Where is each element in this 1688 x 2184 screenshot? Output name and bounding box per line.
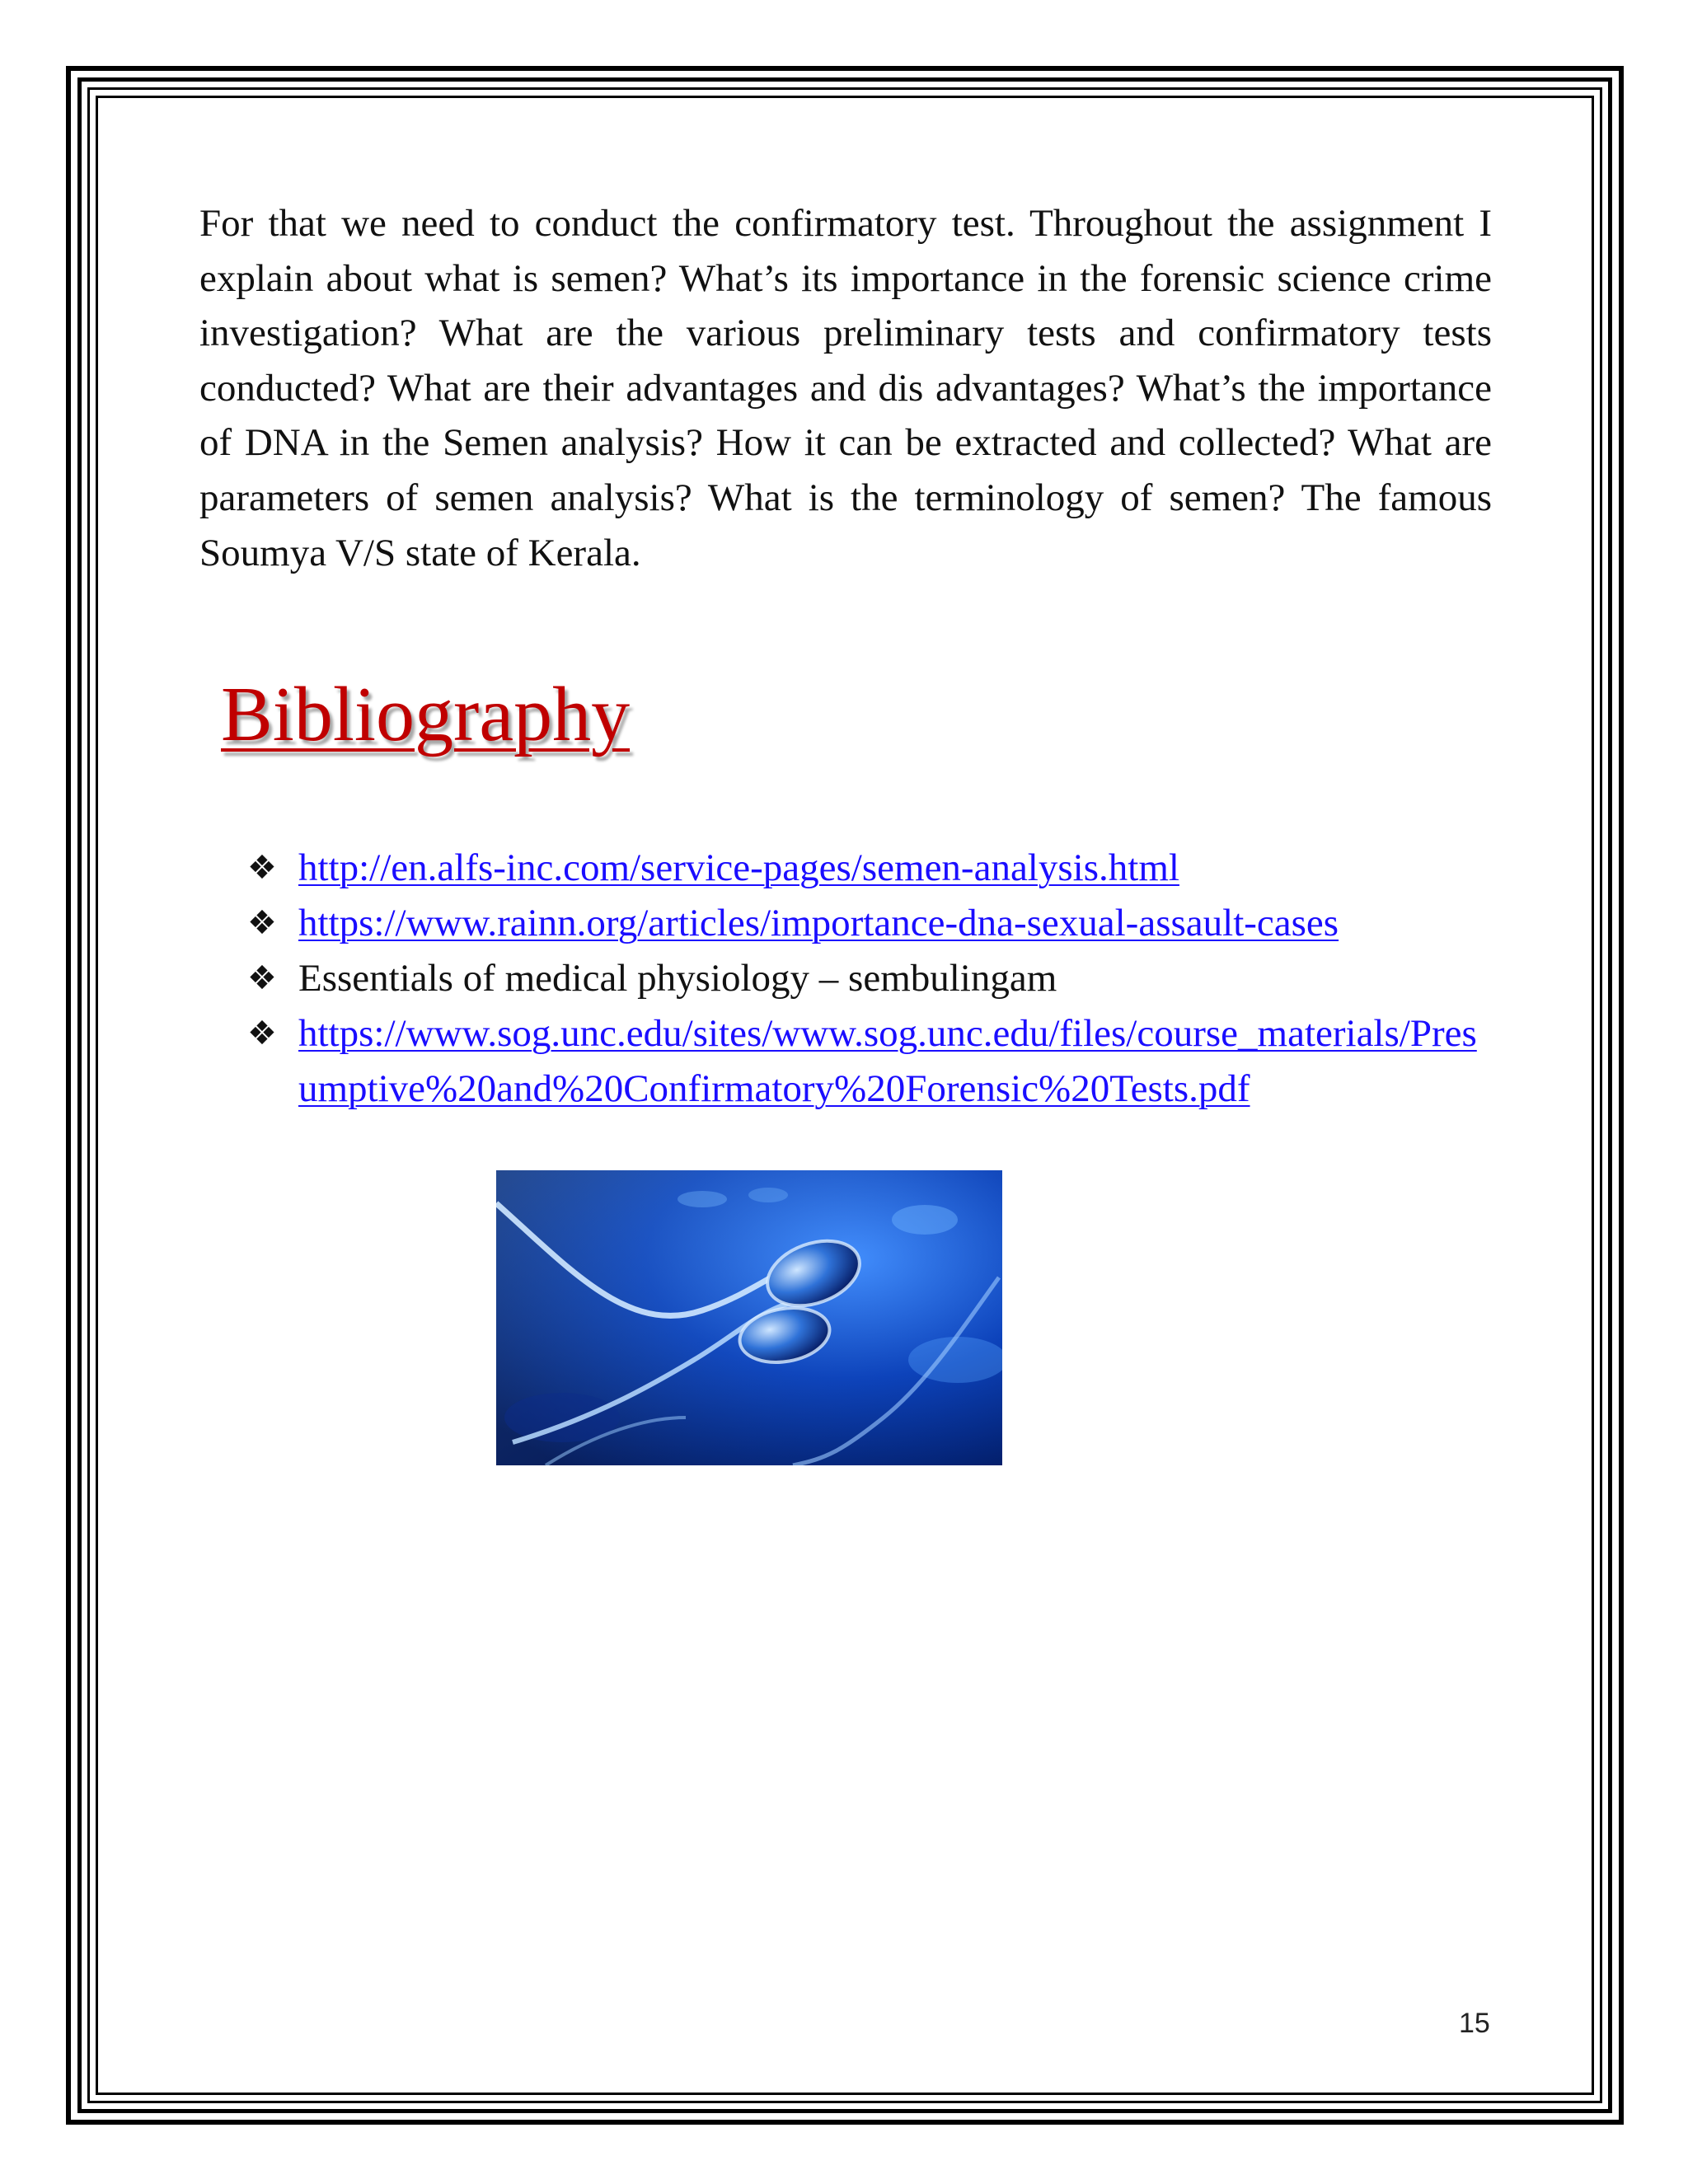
bibliography-link-rainn[interactable]: https://www.rainn.org/articles/importance-dna-sexual-assault-cases bbox=[298, 902, 1339, 944]
bibliography-link-sog[interactable]: https://www.sog.unc.edu/sites/www.sog.unc.edu/files/course_materials/Presumptive%20and%20Confirmatory%20Forensic%20Tests.pdf bbox=[298, 1012, 1477, 1110]
diamond-bullet-icon: ❖ bbox=[247, 904, 277, 942]
bibliography-text-book: Essentials of medical physiology – sembulingam bbox=[298, 957, 1057, 1000]
page-number: 15 bbox=[1459, 2008, 1490, 2039]
sperm-cells-illustration bbox=[496, 1170, 1002, 1465]
diamond-bullet-icon: ❖ bbox=[247, 849, 277, 887]
body-paragraph: For that we need to conduct the confirmatory test. Throughout the assignment I explain about what is semen? What’s its importance in the forensic science crime investigation? What are the various preliminary tests and confirmatory tests conducted? What are their advantages and dis advantages? What’s the importance of DNA in the Semen analysis? How it can be extracted and collected? What are parameters of semen analysis? What is the terminology of semen? The famous Soumya V/S state of Kerala. bbox=[199, 202, 1492, 574]
diamond-bullet-icon: ❖ bbox=[247, 1015, 277, 1052]
bibliography-item bbox=[247, 951, 1484, 1006]
bibliography-heading: Bibliography bbox=[221, 672, 631, 757]
bibliography-item bbox=[247, 1006, 1484, 1117]
bibliography-link-alfs[interactable]: http://en.alfs-inc.com/service-pages/semen-analysis.html bbox=[298, 846, 1179, 889]
bibliography-item bbox=[247, 896, 1484, 951]
bibliography-item bbox=[247, 841, 1484, 896]
bibliography-list bbox=[247, 841, 1484, 1117]
diamond-bullet-icon: ❖ bbox=[247, 959, 277, 997]
